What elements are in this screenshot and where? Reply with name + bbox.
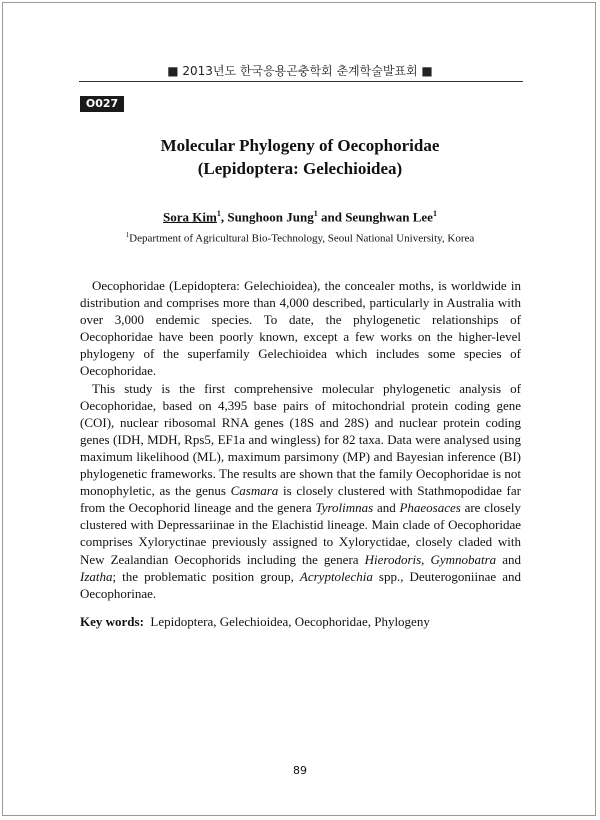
abstract-text: are closely clustered with Depressariinae in the Elachistid lineage. Main clade of Oecophoridae comprises Xyloryctinae previously assigned to Xyloryctidae, closely claded with New Zealandian Oecophorids including the genera <box>80 500 521 567</box>
abstract-text: ; the problematic position group, <box>112 568 300 584</box>
genus-name: Casmara <box>230 483 279 499</box>
author-separator-1: , <box>220 209 228 225</box>
genus-name: Hierodoris <box>364 551 422 567</box>
genus-name: Acryptolechia <box>299 568 373 584</box>
abstract-text: and <box>496 551 521 567</box>
genus-name: Izatha <box>80 568 113 584</box>
affiliation <box>0 231 600 245</box>
abstract-paragraph-1: Oecophoridae (Lepidoptera: Gelechioidea), the concealer moths, is worldwide in distribution and comprises more than 4,000 described, particularly in Australia with over 3,000 endemic species. To date, the phylogenetic relationships of Oecophoridae have been poorly known, except a few works on the higher-level phylogeny of the superfamily Gelechioidea which includes some species of Oecophoridae. <box>80 278 521 379</box>
author-3-affil-mark: 1 <box>432 209 437 218</box>
keywords-label: Key words: <box>80 614 144 629</box>
genus-name: Phaeosaces <box>399 500 461 516</box>
abstract-text: , <box>421 551 431 567</box>
genus-name: Tyrolimnas <box>315 500 374 516</box>
author-list <box>0 209 600 225</box>
title-line-2: (Lepidoptera: Gelechioidea) <box>197 159 403 178</box>
abstract-paragraph-2 <box>80 380 521 602</box>
abstract-text: is closely clustered with Stathmopodidae far from the Oecophorid lineage and the genera <box>80 483 521 516</box>
abstract-text: spp., Deuterogoniinae and Oecophorinae. <box>80 568 521 601</box>
author-separator-2: and <box>317 209 346 225</box>
keywords-text: Lepidoptera, Gelechioidea, Oecophoridae, Phylogeny <box>150 614 430 629</box>
abstract-id-badge: O027 <box>80 96 124 112</box>
genus-name: Gymnobatra <box>430 551 497 567</box>
author-3-name: Seunghwan Lee <box>345 209 433 225</box>
abstract-body <box>80 277 521 602</box>
header-rule <box>79 81 523 82</box>
author-2-name: Sunghoon Jung <box>227 209 314 225</box>
page-number: 89 <box>293 764 307 777</box>
abstract-text: and <box>373 500 400 516</box>
keywords <box>80 614 521 630</box>
running-header: ■ 2013년도 한국응용곤충학회 춘계학술발표회 ■ <box>167 64 433 78</box>
abstract-text: This study is the first comprehensive molecular phylogenetic analysis of Oecophoridae, based on 4,395 base pairs of mitochondrial protein coding gene (COI), nuclear ribosomal RNA genes (18S and 28S) and nuclear protein coding genes (IDH, MDH, Rps5, EF1a and wingless) for 82 taxa. Data were analysed using maximum likelihood (ML), maximum parsimony (MP) and Bayesian inference (BI) phylogenetic frameworks. The results are shown that the family Oecophoridae is not monophyletic, as the genus <box>80 380 521 499</box>
author-2-affil-mark: 1 <box>313 209 318 218</box>
author-1-name: Sora Kim <box>163 209 217 225</box>
affiliation-mark: 1 <box>125 231 130 239</box>
title-line-1: Molecular Phylogeny of Oecophoridae <box>160 136 440 155</box>
author-1-affil-mark: 1 <box>216 209 221 218</box>
affiliation-text: Department of Agricultural Bio-Technology, Seoul National University, Korea <box>129 232 475 245</box>
paper-title <box>0 134 600 180</box>
